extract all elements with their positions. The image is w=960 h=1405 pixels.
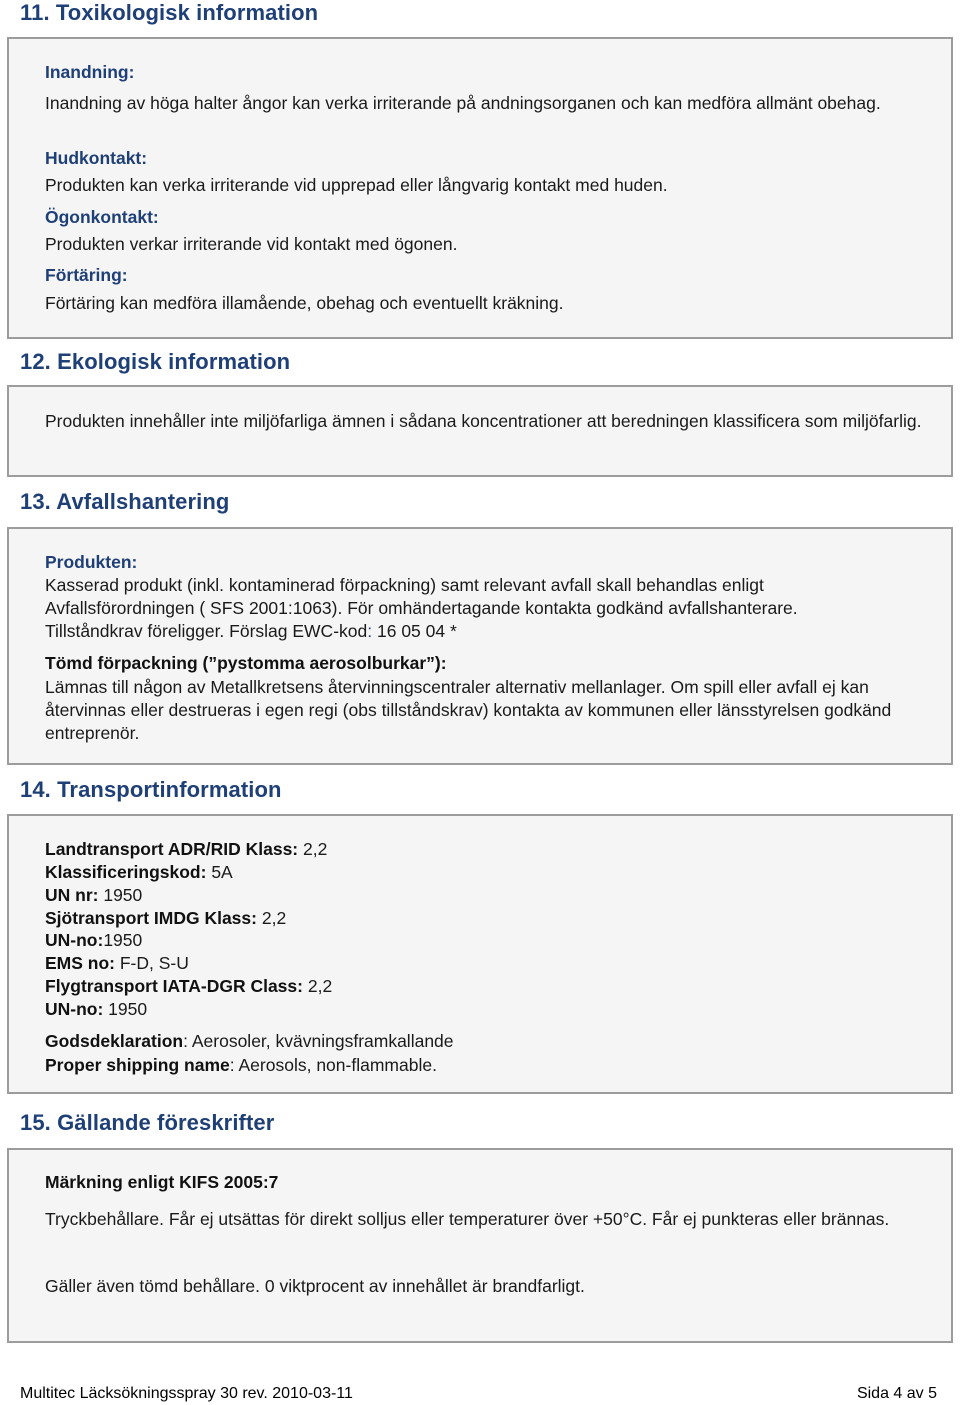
product-text-line-3c: 16 05 04 * — [372, 621, 457, 641]
transport-row — [45, 838, 327, 861]
footer-document-info: Multitec Läcksökningsspray 30 rev. 2010-03-11 — [20, 1385, 353, 1402]
section-13-title: 13. Avfallshantering — [20, 489, 230, 514]
transport-row-label: Landtransport ADR/RID Klass: — [45, 839, 299, 859]
product-text-line-2: Avfallsförordningen ( SFS 2001:1063). För omhändertagande kontakta godkänd avfallshanterare. — [45, 598, 798, 618]
section-14-title: 14. Transportinformation — [20, 777, 282, 802]
transport-row-value: 1950 — [103, 999, 148, 1019]
section-12-title: 12. Ekologisk information — [20, 349, 291, 374]
transport-row — [45, 975, 332, 998]
product-label: Produkten: — [45, 552, 138, 572]
transport-row — [45, 861, 233, 884]
transport-row-value: 2,2 — [298, 839, 328, 859]
ecological-text: Produkten innehåller inte miljöfarliga ämnen i sådana koncentrationer att beredningen klassificera som miljöfarlig. — [45, 411, 922, 431]
footer-page-number: Sida 4 av 5 — [856, 1385, 937, 1402]
product-text-line-1: Kasserad produkt (inkl. kontaminerad förpackning) samt relevant avfall skall behandlas enligt — [45, 575, 764, 595]
inhalation-text: Inandning av höga halter ångor kan verka irriterande på andningsorganen och kan medföra allmänt obehag. — [45, 93, 881, 113]
transport-row-value: 1950 — [103, 930, 143, 950]
transport-row-label: UN-no: — [45, 999, 104, 1019]
empty-packaging-label: Tömd förpackning (”pystomma aerosolburkar”): — [45, 653, 447, 673]
proper-shipping-name-label: Proper shipping name — [45, 1055, 230, 1075]
transport-row-label: UN-no: — [45, 930, 104, 950]
transport-row-value: 2,2 — [256, 908, 287, 928]
product-text-line-3b: : — [367, 621, 373, 641]
transport-row — [45, 998, 147, 1021]
eye-contact-text: Produkten verkar irriterande vid kontakt med ögonen. — [45, 234, 458, 254]
transport-row — [45, 884, 142, 907]
goods-declaration-label: Godsdeklaration — [45, 1031, 184, 1051]
goods-declaration-value: : Aerosoler, kvävningsframkallande — [183, 1031, 454, 1051]
skin-contact-text: Produkten kan verka irriterande vid upprepad eller långvarig kontakt med huden. — [45, 175, 668, 195]
transport-row-value: 2,2 — [302, 976, 333, 996]
transport-row-label: EMS no: — [45, 953, 115, 973]
transport-row — [45, 952, 189, 975]
ingestion-label: Förtäring: — [45, 265, 128, 285]
transport-row-label: Sjötransport IMDG Klass: — [45, 908, 257, 928]
inhalation-label: Inandning: — [45, 62, 135, 82]
transport-row-label: Klassificeringskod: — [45, 862, 207, 882]
proper-shipping-name-value: : Aerosols, non-flammable. — [229, 1055, 437, 1075]
product-text-line-3a: Tillståndkrav föreligger. Förslag EWC-kod — [45, 621, 368, 641]
goods-declaration — [45, 1030, 454, 1053]
marking-label: Märkning enligt KIFS 2005:7 — [45, 1172, 279, 1192]
product-text-line-3 — [45, 620, 457, 643]
transport-row — [45, 907, 286, 930]
transport-row-label: UN nr: — [45, 885, 99, 905]
eye-contact-label: Ögonkontakt: — [45, 207, 159, 227]
regulation-text-1: Tryckbehållare. Får ej utsättas för direkt solljus eller temperaturer över +50°C. Får ej punkteras eller brännas. — [45, 1209, 890, 1229]
transport-row-value: F-D, S-U — [115, 953, 189, 973]
section-15-title: 15. Gällande föreskrifter — [20, 1110, 275, 1135]
regulation-text-2: Gäller även tömd behållare. 0 viktprocent av innehållet är brandfarligt. — [45, 1276, 585, 1296]
transport-row-value: 5A — [206, 862, 233, 882]
transport-row-label: Flygtransport IATA-DGR Class: — [45, 976, 303, 996]
empty-packaging-text: Lämnas till någon av Metallkretsens återvinningscentraler alternativ mellanlager. Om spill eller avfall ej kan återvinnas eller destrueras i egen regi (obs tillståndskrav) kontakta av kommunen eller länsstyrelsen godkänd entreprenör. — [45, 677, 892, 743]
ingestion-text: Förtäring kan medföra illamående, obehag och eventuellt kräkning. — [45, 293, 564, 313]
section-11-title: 11. Toxikologisk information — [20, 0, 319, 25]
skin-contact-label: Hudkontakt: — [45, 148, 148, 168]
proper-shipping-name — [45, 1054, 437, 1077]
transport-row — [45, 929, 142, 952]
transport-row-value: 1950 — [98, 885, 143, 905]
